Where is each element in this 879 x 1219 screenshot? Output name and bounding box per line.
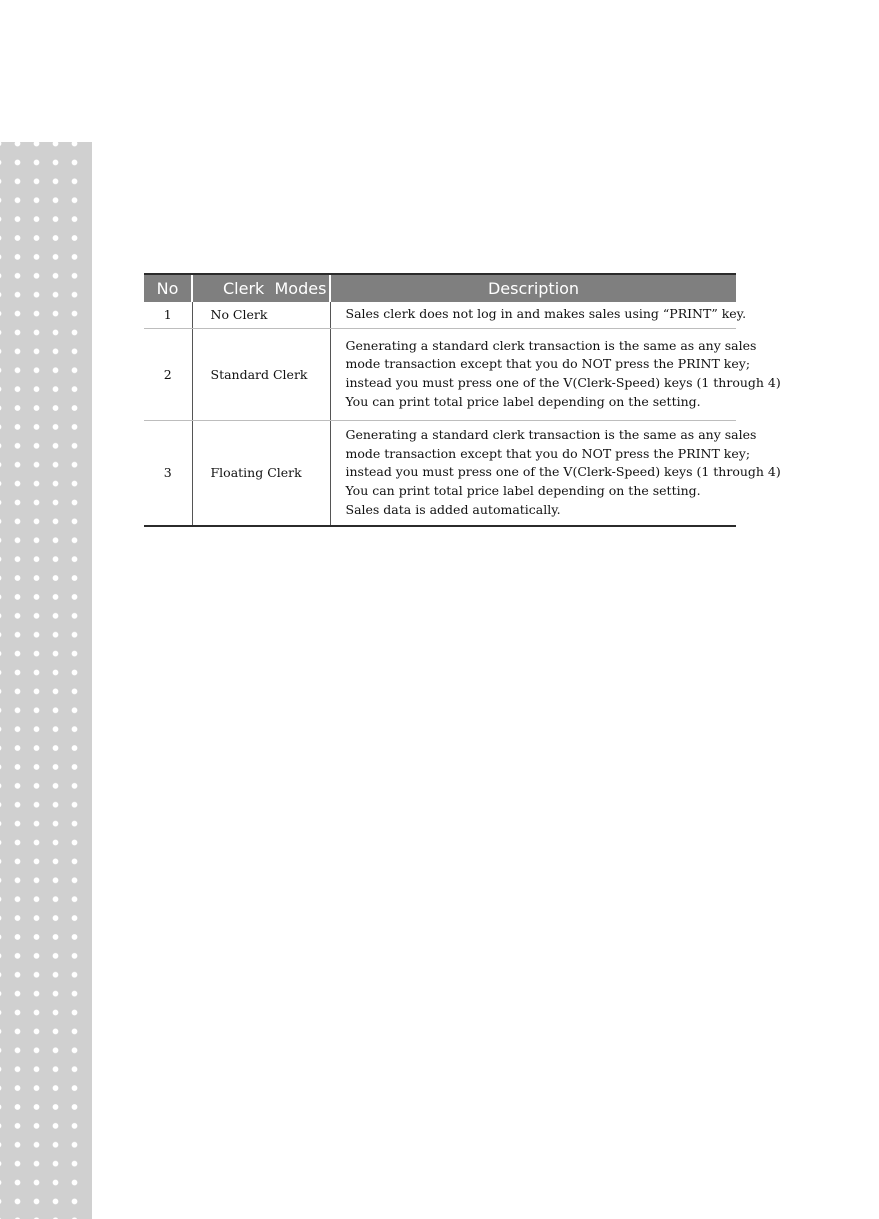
side-dot-pattern bbox=[0, 142, 92, 1219]
table-row bbox=[144, 420, 736, 526]
row-description bbox=[330, 302, 747, 328]
row-no: 2 bbox=[144, 328, 192, 420]
description-line: Generating a standard clerk transaction is the same as any sales bbox=[345, 337, 757, 353]
description-line: Generating a standard clerk transaction is the same as any sales bbox=[345, 427, 757, 443]
description-line: You can print total price label depending on the setting. bbox=[345, 393, 701, 409]
description-line: instead you must press one of the V(Clerk-Speed) keys (1 through 4) bbox=[345, 375, 781, 390]
row-no: 3 bbox=[144, 420, 192, 526]
description-line: mode transaction except that you do NOT press the PRINT key; bbox=[345, 445, 751, 461]
row-description bbox=[330, 420, 781, 526]
clerk-modes-table bbox=[144, 273, 781, 527]
header-description: Description bbox=[330, 274, 736, 302]
table-header-row bbox=[144, 274, 736, 302]
row-mode: Standard Clerk bbox=[192, 328, 330, 420]
header-clerk-modes: Clerk Modes bbox=[192, 274, 330, 302]
description-line: Sales clerk does not log in and makes sales using “PRINT” key. bbox=[345, 306, 747, 322]
description-line: You can print total price label depending on the setting. bbox=[345, 483, 701, 499]
description-line: mode transaction except that you do NOT press the PRINT key; bbox=[345, 356, 751, 372]
row-description bbox=[330, 328, 781, 420]
description-line: Sales data is added automatically. bbox=[345, 501, 561, 517]
table-row bbox=[144, 302, 736, 328]
table-row bbox=[144, 328, 736, 420]
row-mode: Floating Clerk bbox=[192, 420, 330, 526]
row-mode: No Clerk bbox=[192, 302, 330, 328]
row-no: 1 bbox=[144, 302, 192, 328]
header-no: No bbox=[144, 274, 192, 302]
description-line: instead you must press one of the V(Clerk-Speed) keys (1 through 4) bbox=[345, 464, 781, 480]
